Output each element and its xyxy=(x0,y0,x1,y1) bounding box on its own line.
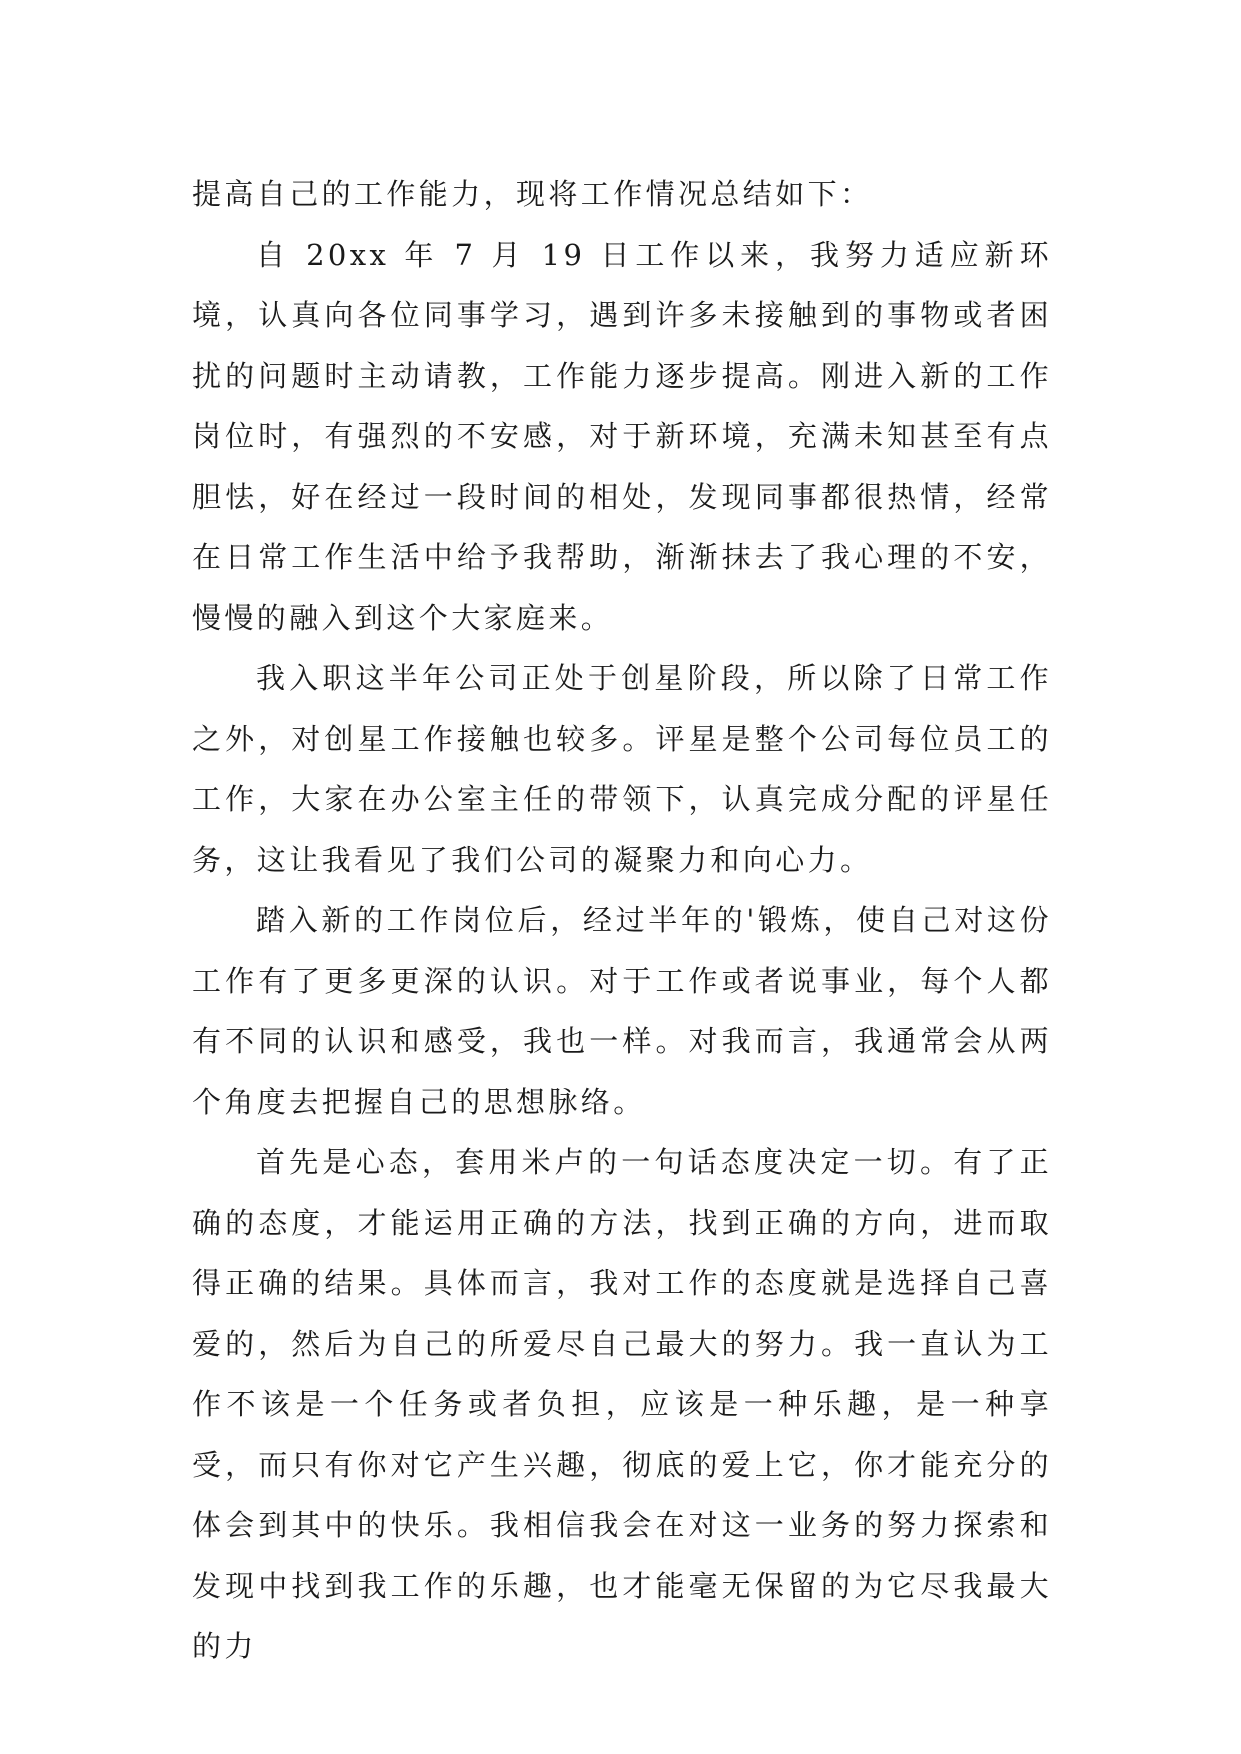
paragraph-attitude: 首先是心态，套用米卢的一句话态度决定一切。有了正确的态度，才能运用正确的方法，找到正确的方向，进而取得正确的结果。具体而言，我对工作的态度就是选择自己喜爱的，然后为自己的所爱尽自己最大的努力。我一直认为工作不该是一个任务或者负担，应该是一种乐趣，是一种享受，而只有你对它产生兴趣，彻底的爱上它，你才能充分的体会到其中的快乐。我相信我会在对这一业务的努力探索和发现中找到我工作的乐趣，也才能毫无保留的为它尽我最大的力 xyxy=(192,1145,1052,1663)
paragraph-intro-continuation: 提高自己的工作能力，现将工作情况总结如下： xyxy=(192,177,873,211)
paragraph-star-rating-work: 我入职这半年公司正处于创星阶段，所以除了日常工作之外，对创星工作接触也较多。评星是整个公司每位员工的工作，大家在办公室主任的带领下，认真完成分配的评星任务，这让我看见了我们公司的凝聚力和向心力。 xyxy=(192,661,1052,877)
paragraph-adapting-new-environment: 自 20xx 年 7 月 19 日工作以来，我努力适应新环境，认真向各位同事学习，遇到许多未接触到的事物或者困扰的问题时主动请教，工作能力逐步提高。刚进入新的工作岗位时，有强烈的不安感，对于新环境，充满未知甚至有点胆怯，好在经过一段时间的相处，发现同事都很热情，经常在日常工作生活中给予我帮助，渐渐抹去了我心理的不安，慢慢的融入到这个大家庭来。 xyxy=(192,237,1052,635)
paragraph-half-year-reflection: 踏入新的工作岗位后，经过半年的'锻炼，使自己对这份工作有了更多更深的认识。对于工作或者说事业，每个人都有不同的认识和感受，我也一样。对我而言，我通常会从两个角度去把握自己的思想脉络。 xyxy=(192,903,1052,1119)
body-text xyxy=(192,164,1052,1677)
